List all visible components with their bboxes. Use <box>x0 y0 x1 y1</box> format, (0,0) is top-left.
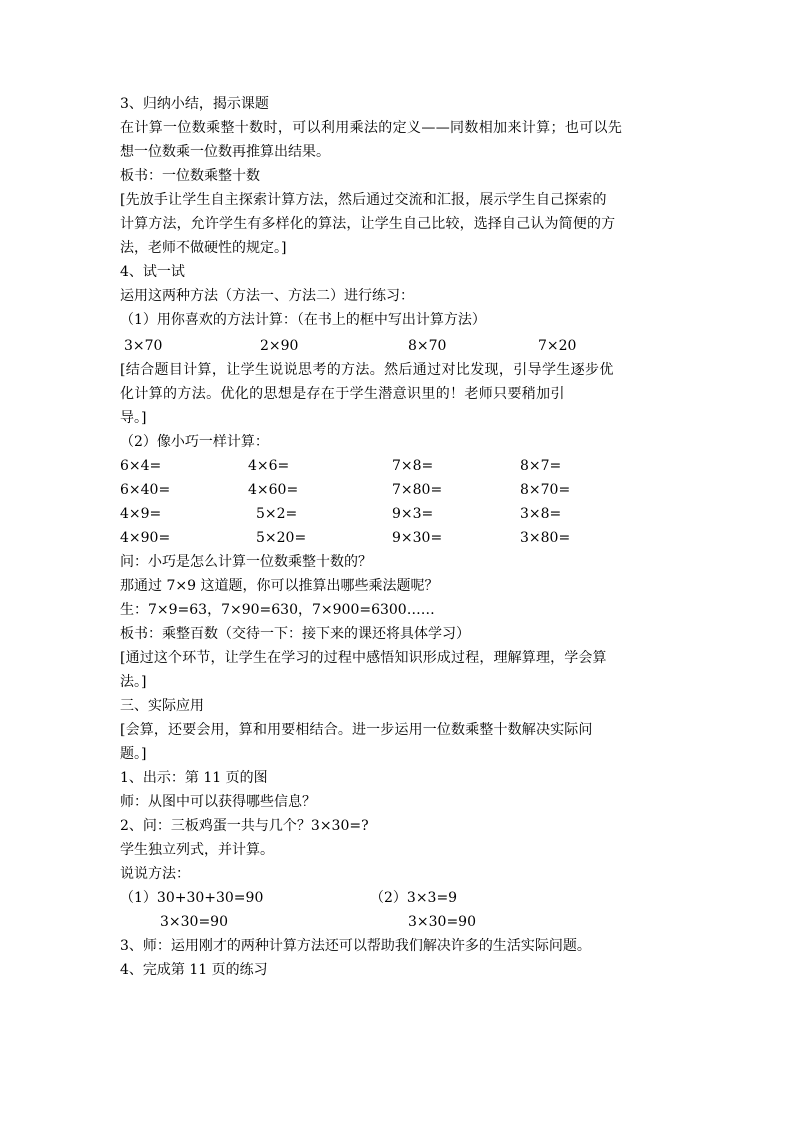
expression: 4×90= <box>120 530 171 546</box>
expression: 8×7= <box>520 458 562 474</box>
design-note-line: 题。] <box>120 746 147 762</box>
design-note-line: 导。] <box>120 410 147 426</box>
practice-row <box>120 454 680 478</box>
expression: 4×60= <box>248 482 299 498</box>
expression: 7×20 <box>538 338 577 354</box>
expression: 3×8= <box>520 506 562 522</box>
expression: 2×90 <box>260 338 299 354</box>
try-exercise-row <box>120 334 680 358</box>
question-line: 那通过 7×9 这道题，你可以推算出哪些乘法题呢？ <box>120 578 439 594</box>
method-two-step: （2）3×3=9 <box>370 890 458 906</box>
design-note-line: 计算方法，允许学生有多样化的算法，让学生自己比较，选择自己认为简便的方 <box>120 216 616 232</box>
method-one-step: （1）30+30+30=90 <box>120 890 264 906</box>
question-line: 2、问：三板鸡蛋一共与几个？3×30=? <box>120 818 369 834</box>
step-line: 1、出示：第 11 页的图 <box>120 770 268 786</box>
expression: 5×2= <box>256 506 298 522</box>
section-heading-application: 三、实际应用 <box>120 698 204 714</box>
exercise-instruction: （1）用你喜欢的方法计算：（在书上的框中写出计算方法） <box>120 312 486 328</box>
design-note-line: 法，老师不做硬性的规定。] <box>120 240 287 256</box>
design-note-line: [先放手让学生自主探索计算方法，然后通过交流和汇报，展示学生自己探索的 <box>120 192 607 208</box>
expression: 8×70 <box>408 338 447 354</box>
board-note: 板书：乘整百数（交待一下：接下来的课还将具体学习） <box>120 626 470 642</box>
expression: 6×4= <box>120 458 162 474</box>
question-line: 师：从图中可以获得哪些信息？ <box>120 794 316 810</box>
expression: 5×20= <box>256 530 307 546</box>
question-line: 问：小巧是怎么计算一位数乘整十数的？ <box>120 554 372 570</box>
practice-row <box>120 502 680 526</box>
student-answer: 生：7×9=63，7×90=630，7×900=6300…… <box>120 602 435 618</box>
paragraph-line: 想一位数乘一位数再推算出结果。 <box>120 144 330 160</box>
step-line: 4、完成第 11 页的练习 <box>120 962 268 978</box>
method-row <box>120 886 680 910</box>
expression: 3×70 <box>124 338 163 354</box>
expression: 6×40= <box>120 482 171 498</box>
paragraph-line: 在计算一位数乘整十数时，可以利用乘法的定义——同数相加来计算；也可以先 <box>120 120 623 136</box>
design-note-line: 化计算的方法。优化的思想是存在于学生潜意识里的！老师只要稍加引 <box>120 386 565 402</box>
expression: 8×70= <box>520 482 571 498</box>
expression: 4×6= <box>248 458 290 474</box>
exercise-instruction: （2）像小巧一样计算： <box>120 434 269 450</box>
design-note-line: [结合题目计算，让学生说说思考的方法。然后通过对比发现，引导学生逐步优 <box>120 362 614 378</box>
paragraph-line: 运用这两种方法（方法一、方法二）进行练习： <box>120 288 414 304</box>
expression: 9×3= <box>392 506 434 522</box>
board-note: 板书：一位数乘整十数 <box>120 168 260 184</box>
expression: 7×80= <box>392 482 443 498</box>
practice-row <box>120 478 680 502</box>
expression: 9×30= <box>392 530 443 546</box>
method-one-step: 3×30=90 <box>160 914 228 930</box>
design-note-line: [通过这个环节，让学生在学习的过程中感悟知识形成过程，理解算理，学会算 <box>120 650 607 666</box>
paragraph-line: 学生独立列式，并计算。 <box>120 842 274 858</box>
expression: 4×9= <box>120 506 162 522</box>
design-note-line: 法。] <box>120 674 147 690</box>
section-heading-try: 4、试一试 <box>120 264 185 280</box>
design-note-line: [会算，还要会用，算和用要相结合。进一步运用一位数乘整十数解决实际问 <box>120 722 593 738</box>
paragraph-line: 说说方法： <box>120 866 190 882</box>
method-row <box>120 910 680 934</box>
expression: 7×8= <box>392 458 434 474</box>
method-two-step: 3×30=90 <box>408 914 476 930</box>
practice-row <box>120 526 680 550</box>
section-heading-summary: 3、归纳小结，揭示课题 <box>120 96 269 112</box>
expression: 3×80= <box>520 530 571 546</box>
paragraph-line: 3、师：运用刚才的两种计算方法还可以帮助我们解决许多的生活实际问题。 <box>120 938 591 954</box>
